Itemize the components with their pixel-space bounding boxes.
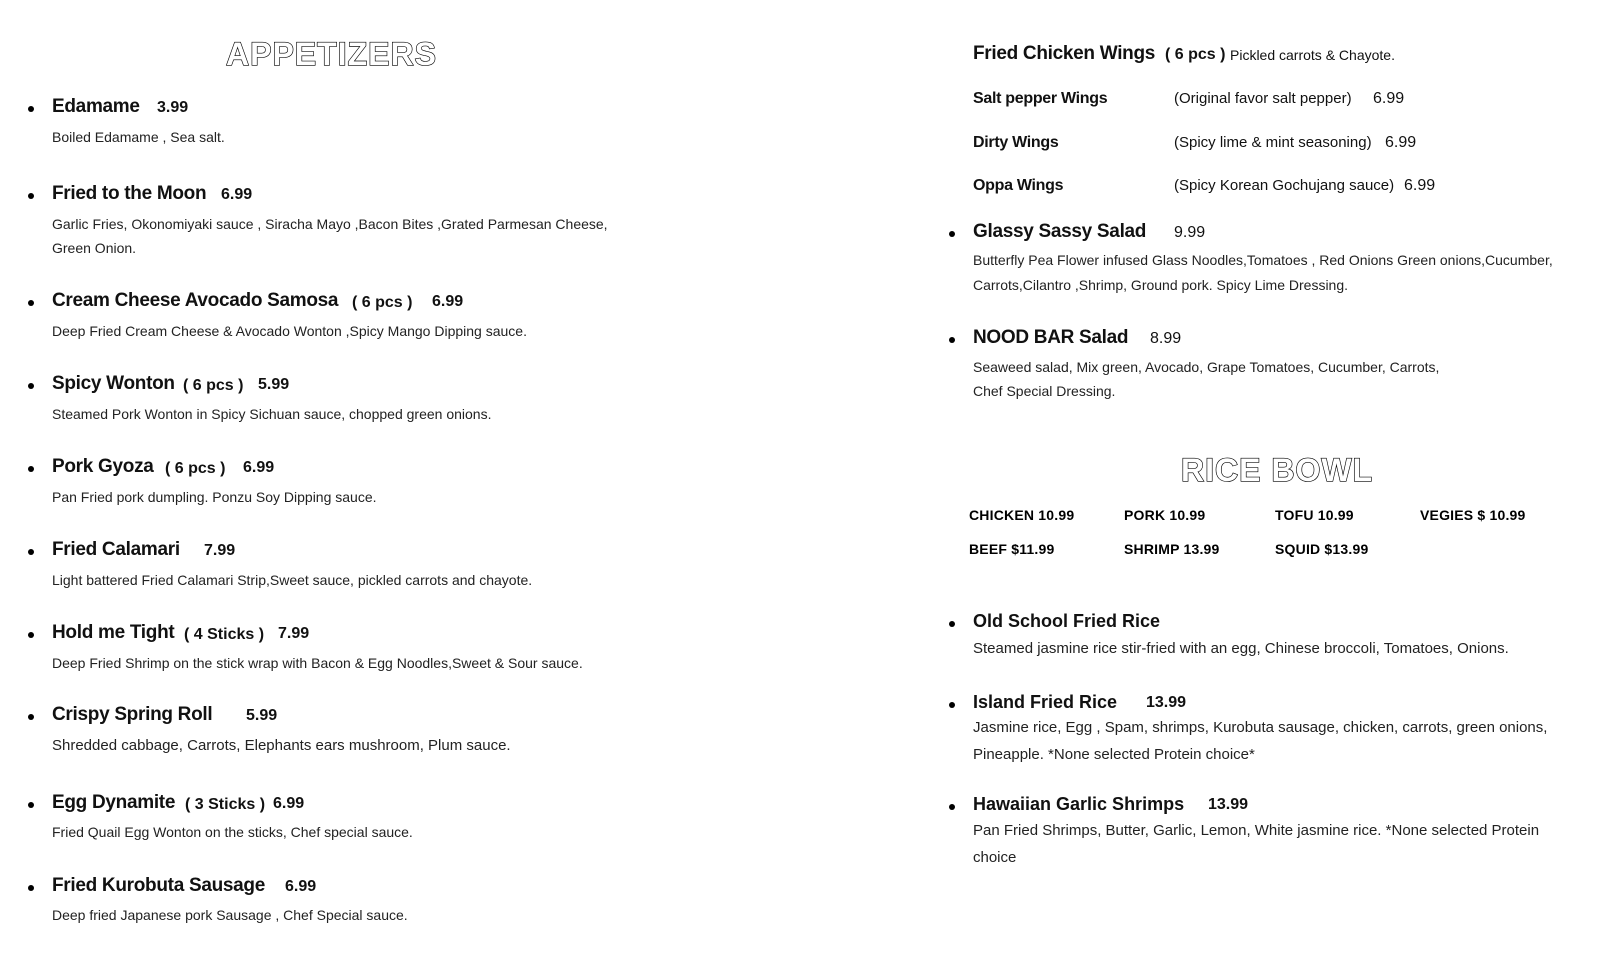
wings-title: Fried Chicken Wings	[973, 43, 1156, 64]
bullet	[28, 300, 34, 306]
wing-option-price: 6.99	[1404, 177, 1436, 194]
item-description: Steamed Pork Wonton in Spicy Sichuan sauce, chopped green onions.	[52, 406, 492, 422]
bullet	[28, 802, 34, 808]
appetizers-title: APPETIZERS	[226, 36, 437, 72]
item-price: 6.99	[285, 878, 317, 895]
wing-option-price: 6.99	[1373, 90, 1405, 107]
item-price: 6.99	[221, 186, 253, 203]
rice-item-description: Steamed jasmine rice stir-fried with an egg, Chinese broccoli, Tomatoes, Onions.	[973, 640, 1509, 657]
item-name: Fried to the Moon	[52, 183, 207, 204]
item-pieces: ( 6 pcs )	[352, 294, 413, 311]
wing-option-desc: (Spicy Korean Gochujang sauce)	[1174, 177, 1395, 194]
item-name: Edamame	[52, 96, 140, 117]
wing-option-name: Oppa Wings	[973, 177, 1064, 194]
item-description: Deep fried Japanese pork Sausage , Chef Special sauce.	[52, 907, 408, 923]
rice-item-name: Hawaiian Garlic Shrimps	[973, 794, 1185, 814]
protein-option: PORK 10.99	[1124, 507, 1206, 523]
item-description: Garlic Fries, Okonomiyaki sauce , Siracha Mayo ,Bacon Bites ,Grated Parmesan Cheese,	[52, 216, 608, 232]
wings-pieces: ( 6 pcs )	[1165, 46, 1226, 63]
rice-item-price: 13.99	[1208, 796, 1249, 813]
salad-price: 9.99	[1174, 224, 1206, 241]
salad-price: 8.99	[1150, 330, 1182, 347]
salad-description: Butterfly Pea Flower infused Glass Noodles,Tomatoes , Red Onions Green onions,Cucumber,	[973, 252, 1553, 268]
item-description: Deep Fried Cream Cheese & Avocado Wonton ,Spicy Mango Dipping sauce.	[52, 323, 527, 339]
wing-option-price: 6.99	[1385, 134, 1417, 151]
salad-description: Seaweed salad, Mix green, Avocado, Grape Tomatoes, Cucumber, Carrots,	[973, 359, 1440, 375]
protein-option: VEGIES $ 10.99	[1420, 507, 1526, 523]
salad-name: NOOD BAR Salad	[973, 327, 1129, 348]
item-price: 7.99	[204, 542, 236, 559]
bullet	[28, 549, 34, 555]
item-name: Spicy Wonton	[52, 373, 175, 394]
item-pieces: ( 4 Sticks )	[184, 626, 265, 643]
protein-option: SQUID $13.99	[1275, 541, 1369, 557]
bullet	[949, 702, 955, 708]
wings-note: Pickled carrots & Chayote.	[1230, 47, 1395, 63]
salad-name: Glassy Sassy Salad	[973, 221, 1147, 242]
rice-item-name: Old School Fried Rice	[973, 611, 1161, 631]
salad-description: Chef Special Dressing.	[973, 383, 1116, 399]
bullet	[28, 632, 34, 638]
item-price: 6.99	[273, 795, 305, 812]
wing-option-name: Dirty Wings	[973, 134, 1059, 151]
bullet	[28, 383, 34, 389]
bullet	[949, 231, 955, 237]
rice-item-description: choice	[973, 849, 1017, 866]
item-description: Boiled Edamame , Sea salt.	[52, 129, 225, 145]
wing-option-desc: (Spicy lime & mint seasoning)	[1174, 134, 1372, 151]
item-name: Pork Gyoza	[52, 456, 154, 477]
item-price: 3.99	[157, 99, 189, 116]
rice-item-description: Pineapple. *None selected Protein choice*	[973, 746, 1255, 763]
bullet	[28, 106, 34, 112]
protein-option: CHICKEN 10.99	[969, 507, 1075, 523]
salad-description: Carrots,Cilantro ,Shrimp, Ground pork. Spicy Lime Dressing.	[973, 277, 1349, 293]
protein-option: BEEF $11.99	[969, 541, 1055, 557]
wing-option-name: Salt pepper Wings	[973, 90, 1108, 107]
bullet	[28, 885, 34, 891]
item-pieces: ( 3 Sticks )	[185, 796, 266, 813]
item-description: Fried Quail Egg Wonton on the sticks, Chef special sauce.	[52, 824, 413, 840]
bullet	[28, 714, 34, 720]
item-description: Deep Fried Shrimp on the stick wrap with Bacon & Egg Noodles,Sweet & Sour sauce.	[52, 655, 583, 671]
item-description: Shredded cabbage, Carrots, Elephants ears mushroom, Plum sauce.	[52, 737, 511, 754]
bullet	[949, 621, 955, 627]
rice-bowl-title: RICE BOWL	[1181, 452, 1374, 488]
item-price: 5.99	[258, 376, 290, 393]
item-description: Green Onion.	[52, 240, 137, 256]
wing-option-desc: (Original favor salt pepper)	[1174, 90, 1352, 107]
item-name: Egg Dynamite	[52, 792, 176, 813]
bullet	[949, 804, 955, 810]
protein-option: SHRIMP 13.99	[1124, 541, 1220, 557]
protein-option: TOFU 10.99	[1275, 507, 1354, 523]
item-price: 7.99	[278, 625, 310, 642]
rice-item-name: Island Fried Rice	[973, 692, 1118, 712]
item-name: Crispy Spring Roll	[52, 704, 213, 725]
item-pieces: ( 6 pcs )	[165, 460, 226, 477]
rice-item-description: Pan Fried Shrimps, Butter, Garlic, Lemon, White jasmine rice. *None selected Protein	[973, 822, 1540, 839]
item-name: Hold me Tight	[52, 622, 175, 643]
item-name: Fried Calamari	[52, 539, 180, 560]
rice-item-description: Jasmine rice, Egg , Spam, shrimps, Kurobuta sausage, chicken, carrots, green onions,	[973, 719, 1548, 736]
item-name: Fried Kurobuta Sausage	[52, 875, 265, 896]
item-price: 6.99	[432, 293, 464, 310]
item-pieces: ( 6 pcs )	[183, 377, 244, 394]
rice-item-price: 13.99	[1146, 694, 1187, 711]
bullet	[28, 466, 34, 472]
item-name: Cream Cheese Avocado Samosa	[52, 290, 339, 311]
bullet	[949, 337, 955, 343]
item-price: 5.99	[246, 707, 278, 724]
item-price: 6.99	[243, 459, 275, 476]
item-description: Pan Fried pork dumpling. Ponzu Soy Dipping sauce.	[52, 489, 377, 505]
item-description: Light battered Fried Calamari Strip,Sweet sauce, pickled carrots and chayote.	[52, 572, 533, 588]
bullet	[28, 193, 34, 199]
